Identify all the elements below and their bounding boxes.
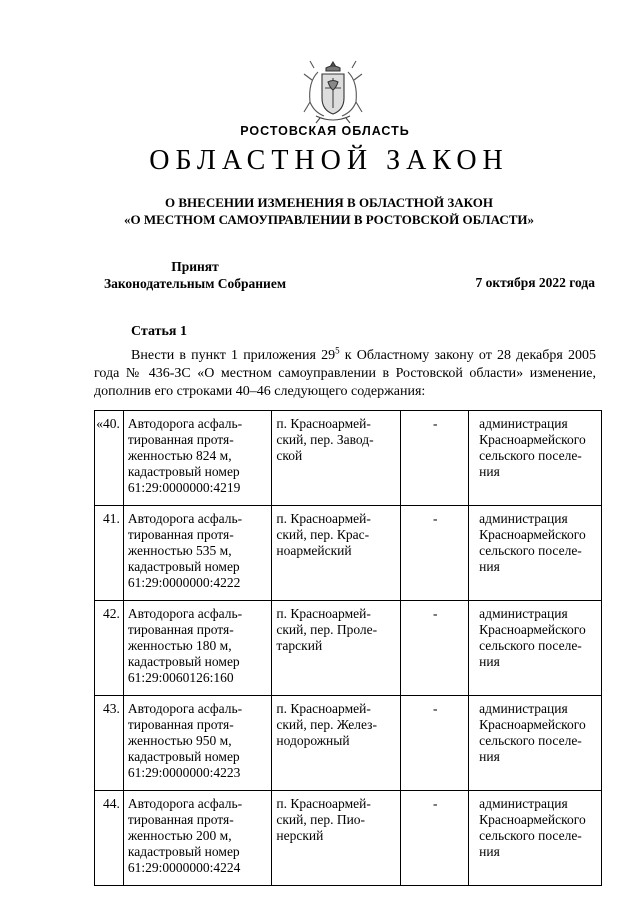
road-name-line: женностью 200 м, <box>127 828 232 843</box>
road-address-line: ский, пер. Проле- <box>276 622 378 637</box>
administration-line: администрация <box>479 796 568 811</box>
road-name-line: тированная протя- <box>127 812 234 827</box>
road-name-line: Автодорога асфаль- <box>127 701 243 716</box>
coat-of-arms-emblem <box>298 58 368 124</box>
road-name-line: кадастровый номер <box>127 654 240 669</box>
road-name-line: Автодорога асфаль- <box>127 796 243 811</box>
adoption-label: Принят <box>171 259 219 274</box>
road-name-cell <box>123 791 271 886</box>
road-name-line: 61:29:0060126:160 <box>127 670 234 685</box>
road-address-line: п. Красноармей- <box>276 701 371 716</box>
empty-value-cell: - <box>401 506 469 601</box>
administration-line: сельского поселе- <box>479 543 582 558</box>
road-address-line: п. Красноармей- <box>276 796 371 811</box>
law-subject-line: «О МЕСТНОМ САМОУПРАВЛЕНИИ В РОСТОВСКОЙ ОБЛАСТИ» <box>124 212 534 227</box>
administration-cell <box>469 791 602 886</box>
administration-line: Красноармейского <box>479 622 586 637</box>
administration-line: сельского поселе- <box>479 733 582 748</box>
road-address-line: п. Красноармей- <box>276 511 371 526</box>
administration-line: администрация <box>479 511 568 526</box>
administration-line: ния <box>479 464 500 479</box>
road-name-line: женностью 824 м, <box>127 448 232 463</box>
road-address-cell <box>272 791 401 886</box>
row-number-cell: 43. <box>95 696 124 791</box>
administration-line: администрация <box>479 416 568 431</box>
administration-line: сельского поселе- <box>479 828 582 843</box>
road-name-line: тированная протя- <box>127 432 234 447</box>
road-name-line: 61:29:0000000:4222 <box>127 575 241 590</box>
empty-value-cell: - <box>401 696 469 791</box>
administration-line: сельского поселе- <box>479 448 582 463</box>
road-address-line: п. Красноармей- <box>276 416 371 431</box>
road-address-line: ской <box>276 448 303 463</box>
road-address-cell <box>272 411 401 506</box>
table-row <box>95 411 602 506</box>
empty-value-cell: - <box>401 601 469 696</box>
table-row <box>95 506 602 601</box>
road-address-line: нерский <box>276 828 324 843</box>
table-row <box>95 696 602 791</box>
road-name-line: тированная протя- <box>127 622 234 637</box>
law-subject <box>0 194 640 228</box>
road-name-line: кадастровый номер <box>127 464 240 479</box>
road-name-line: женностью 950 м, <box>127 733 232 748</box>
row-number-cell: 42. <box>95 601 124 696</box>
road-address-line: нодорожный <box>276 733 350 748</box>
road-address-line: ский, пер. Пио- <box>276 812 366 827</box>
administration-cell <box>469 601 602 696</box>
region-name: РОСТОВСКАЯ ОБЛАСТЬ <box>240 124 410 138</box>
road-name-line: кадастровый номер <box>127 559 240 574</box>
row-number-cell: 44. <box>95 791 124 886</box>
administration-line: ния <box>479 559 500 574</box>
administration-cell <box>469 696 602 791</box>
article-text-part: к Областному закону от 28 декабря 2005 года № 436-ЗС «О местном самоуправлении в Ростовской области» изменение, дополнив его строками 40–46 следующего содержания: <box>94 348 596 399</box>
article-text-part: Внести в пункт 1 приложения 29 <box>131 348 336 363</box>
road-address-cell <box>272 696 401 791</box>
row-number-cell: 41. <box>95 506 124 601</box>
empty-value-cell: - <box>401 791 469 886</box>
road-name-line: кадастровый номер <box>127 749 240 764</box>
road-name-line: Автодорога асфаль- <box>127 416 243 431</box>
road-name-line: тированная протя- <box>127 527 234 542</box>
roads-table <box>94 410 602 886</box>
road-name-cell <box>123 696 271 791</box>
article-superscript: 5 <box>335 345 340 356</box>
road-name-line: женностью 535 м, <box>127 543 232 558</box>
administration-cell <box>469 411 602 506</box>
adoption-body: Законодательным Собранием <box>103 276 287 291</box>
road-name-line: женностью 180 м, <box>127 638 232 653</box>
administration-line: Красноармейского <box>479 812 586 827</box>
road-name-line: Автодорога асфаль- <box>127 606 243 621</box>
road-name-line: 61:29:0000000:4219 <box>127 480 241 495</box>
road-address-cell <box>272 506 401 601</box>
administration-cell <box>469 506 602 601</box>
road-name-cell <box>123 411 271 506</box>
road-name-cell <box>123 601 271 696</box>
road-name-line: Автодорога асфаль- <box>127 511 243 526</box>
adoption-date: 7 октября 2022 года <box>475 275 595 290</box>
article-title: Статья 1 <box>131 324 187 339</box>
administration-line: ния <box>479 654 500 669</box>
road-name-line: 61:29:0000000:4224 <box>127 860 241 875</box>
road-address-line: п. Красноармей- <box>276 606 371 621</box>
administration-line: ния <box>479 844 500 859</box>
road-address-line: ский, пер. Крас- <box>276 527 370 542</box>
empty-value-cell: - <box>401 411 469 506</box>
road-address-line: ский, пер. Желез- <box>276 717 377 732</box>
administration-line: Красноармейского <box>479 717 586 732</box>
road-name-line: тированная протя- <box>127 717 234 732</box>
administration-line: сельского поселе- <box>479 638 582 653</box>
table-row <box>95 791 602 886</box>
road-address-cell <box>272 601 401 696</box>
road-address-line: ский, пер. Завод- <box>276 432 374 447</box>
road-name-line: кадастровый номер <box>127 844 240 859</box>
road-address-line: тарский <box>276 638 323 653</box>
administration-line: Красноармейского <box>479 432 586 447</box>
road-name-line: 61:29:0000000:4223 <box>127 765 241 780</box>
document-type-title: ОБЛАСТНОЙ ЗАКОН <box>149 145 509 176</box>
row-number-cell: «40. <box>95 411 124 506</box>
law-subject-line: О ВНЕСЕНИИ ИЗМЕНЕНИЯ В ОБЛАСТНОЙ ЗАКОН <box>165 195 493 210</box>
administration-line: Красноармейского <box>479 527 586 542</box>
table-row <box>95 601 602 696</box>
administration-line: ния <box>479 749 500 764</box>
article-text <box>94 347 596 401</box>
road-name-cell <box>123 506 271 601</box>
adoption-block <box>70 258 320 292</box>
administration-line: администрация <box>479 606 568 621</box>
road-address-line: ноармейский <box>276 543 352 558</box>
administration-line: администрация <box>479 701 568 716</box>
